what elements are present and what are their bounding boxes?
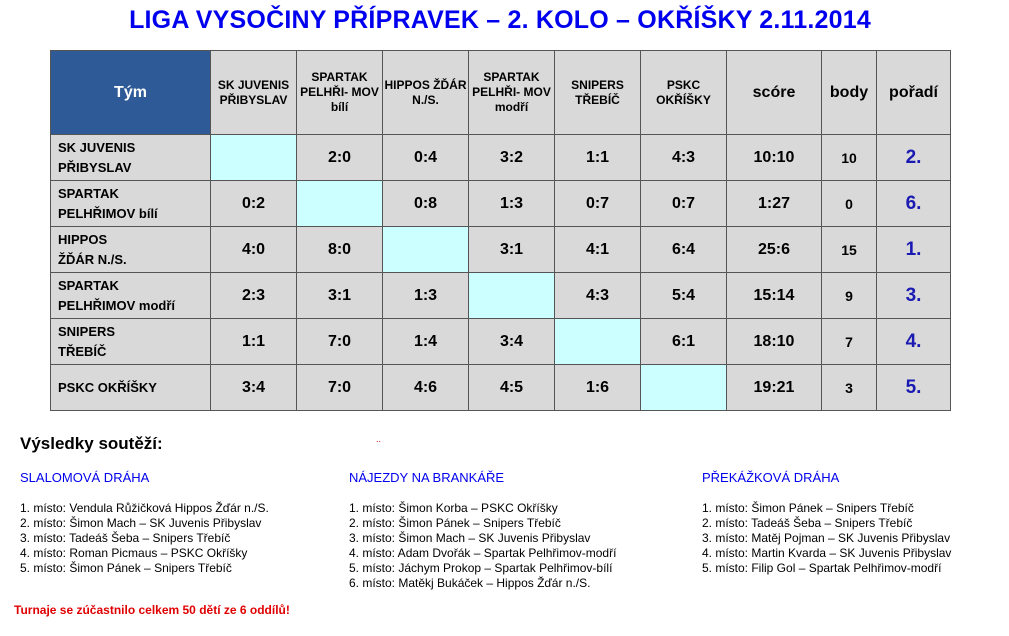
table-row [51, 319, 951, 365]
place-item: 3. místo: Šimon Mach – SK Juvenis Přibyslav [349, 531, 591, 545]
place-item: 4. místo: Adam Dvořák – Spartak Pelhřimov-modří [349, 546, 617, 560]
rank-cell: 4. [877, 319, 951, 365]
place-item: 5. místo: Filip Gol – Spartak Pelhřimov-modří [702, 561, 942, 575]
page-title: LIGA VYSOČINY PŘÍPRAVEK – 2. KOLO – OKŘÍŠKY 2.11.2014 [129, 6, 871, 34]
places-list [349, 501, 616, 591]
points-cell: 7 [822, 319, 877, 365]
match-result-cell: 7:0 [297, 365, 383, 411]
team-name-line1: SPARTAK [58, 277, 119, 293]
self-match-cell [297, 181, 383, 227]
rank-cell: 6. [877, 181, 951, 227]
match-result-cell: 4:0 [211, 227, 297, 273]
places-list [20, 501, 269, 576]
match-result-cell: 4:3 [555, 273, 641, 319]
match-result-cell: 8:0 [297, 227, 383, 273]
competition-obstacle [702, 470, 951, 576]
self-match-cell [555, 319, 641, 365]
match-result-cell: 4:1 [555, 227, 641, 273]
self-match-cell [211, 135, 297, 181]
match-result-cell: 1:6 [555, 365, 641, 411]
place-item: 2. místo: Šimon Pánek – Snipers Třebíč [349, 516, 561, 530]
place-item: 3. místo: Tadeáš Šeba – Snipers Třebíč [20, 531, 231, 545]
match-result-cell: 3:1 [297, 273, 383, 319]
team-name-cell [51, 227, 211, 273]
match-result-cell: 7:0 [297, 319, 383, 365]
header-row [51, 51, 951, 135]
decorative-mark: .. [376, 434, 382, 444]
match-result-cell: 0:7 [641, 181, 727, 227]
match-result-cell: 0:8 [383, 181, 469, 227]
team-name-line2: PŘIBYSLAV [58, 159, 132, 175]
header-col-3: HIPPOS ŽĎÁR N./S. [383, 51, 469, 135]
competition-slalom [20, 470, 269, 576]
points-cell: 3 [822, 365, 877, 411]
match-result-cell: 6:4 [641, 227, 727, 273]
match-result-cell: 3:1 [469, 227, 555, 273]
match-result-cell: 5:4 [641, 273, 727, 319]
match-result-cell: 1:1 [555, 135, 641, 181]
place-item: 3. místo: Matěj Pojman – SK Juvenis Přibyslav [702, 531, 951, 545]
competition-title: PŘEKÁŽKOVÁ DRÁHA [702, 470, 840, 485]
score-cell: 18:10 [727, 319, 822, 365]
place-item: 2. místo: Tadeáš Šeba – Snipers Třebíč [702, 516, 913, 530]
match-result-cell: 3:4 [211, 365, 297, 411]
match-result-cell: 1:3 [469, 181, 555, 227]
match-result-cell: 1:1 [211, 319, 297, 365]
competition-title: NÁJEZDY NA BRANKÁŘE [349, 470, 505, 485]
score-cell: 19:21 [727, 365, 822, 411]
match-result-cell: 2:3 [211, 273, 297, 319]
match-result-cell: 0:7 [555, 181, 641, 227]
team-name-line1: HIPPOS [58, 231, 108, 247]
place-item: 6. místo: Matěkj Bukáček – Hippos Žďár n./S. [349, 576, 591, 590]
match-result-cell: 4:6 [383, 365, 469, 411]
place-item: 1. místo: Šimon Korba – PSKC Okříšky [349, 501, 558, 515]
header-col-1: SK JUVENIS PŘIBYSLAV [211, 51, 297, 135]
places-list [702, 501, 951, 576]
table-row [51, 181, 951, 227]
place-item: 4. místo: Martin Kvarda – SK Juvenis Přibyslav [702, 546, 952, 560]
competition-shootout [349, 470, 616, 591]
team-name-cell [51, 365, 211, 411]
rank-cell: 5. [877, 365, 951, 411]
team-name-cell [51, 319, 211, 365]
competition-title: SLALOMOVÁ DRÁHA [20, 470, 150, 485]
rank-cell: 3. [877, 273, 951, 319]
points-cell: 15 [822, 227, 877, 273]
header-col-2: SPARTAK PELHŘI- MOV bílí [297, 51, 383, 135]
place-item: 4. místo: Roman Picmaus – PSKC Okříšky [20, 546, 248, 560]
team-name-cell [51, 273, 211, 319]
team-name-cell [51, 181, 211, 227]
place-item: 5. místo: Šimon Pánek – Snipers Třebíč [20, 561, 232, 575]
self-match-cell [383, 227, 469, 273]
team-name-line2: PELHŘIMOV bílí [58, 205, 158, 221]
match-result-cell: 4:3 [641, 135, 727, 181]
score-cell: 25:6 [727, 227, 822, 273]
place-item: 5. místo: Jáchym Prokop – Spartak Pelhřimov-bílí [349, 561, 613, 575]
match-result-cell: 2:0 [297, 135, 383, 181]
score-cell: 1:27 [727, 181, 822, 227]
self-match-cell [469, 273, 555, 319]
place-item: 1. místo: Šimon Pánek – Snipers Třebíč [702, 501, 914, 515]
points-cell: 9 [822, 273, 877, 319]
team-name-line2: PELHŘIMOV modří [58, 297, 176, 313]
match-result-cell: 1:4 [383, 319, 469, 365]
rank-cell: 1. [877, 227, 951, 273]
team-name-line1: SNIPERS [58, 323, 116, 339]
footer-note: Turnaje se zúčastnilo celkem 50 dětí ze 6 oddílů! [14, 603, 290, 617]
match-result-cell: 1:3 [383, 273, 469, 319]
header-points: body [822, 51, 877, 135]
match-result-cell: 4:5 [469, 365, 555, 411]
place-item: 2. místo: Šimon Mach – SK Juvenis Přibyslav [20, 516, 262, 530]
header-score: scóre [727, 51, 822, 135]
team-name-cell [51, 135, 211, 181]
place-item: 1. místo: Vendula Růžičková Hippos Žďár n./S. [20, 501, 269, 515]
team-name-line2: ŽĎÁR N./S. [58, 251, 127, 267]
match-result-cell: 3:2 [469, 135, 555, 181]
table-row [51, 135, 951, 181]
points-cell: 10 [822, 135, 877, 181]
header-col-5: SNIPERS TŘEBÍČ [555, 51, 641, 135]
standings-table [50, 50, 951, 411]
header-col-6: PSKC OKŘÍŠKY [641, 51, 727, 135]
match-result-cell: 0:4 [383, 135, 469, 181]
score-cell: 15:14 [727, 273, 822, 319]
results-heading: Výsledky soutěží: [20, 434, 163, 453]
team-name-line1: SK JUVENIS [58, 139, 136, 155]
match-result-cell: 3:4 [469, 319, 555, 365]
match-result-cell: 6:1 [641, 319, 727, 365]
team-name-line1: SPARTAK [58, 185, 119, 201]
team-name-line1: PSKC OKŘÍŠKY [58, 379, 157, 395]
header-rank: pořadí [877, 51, 951, 135]
table-row [51, 365, 951, 411]
team-name-line2: TŘEBÍČ [58, 343, 107, 359]
table-row [51, 227, 951, 273]
points-cell: 0 [822, 181, 877, 227]
header-team: Tým [51, 51, 211, 135]
score-cell: 10:10 [727, 135, 822, 181]
self-match-cell [641, 365, 727, 411]
rank-cell: 2. [877, 135, 951, 181]
table-row [51, 273, 951, 319]
match-result-cell: 0:2 [211, 181, 297, 227]
header-col-4: SPARTAK PELHŘI- MOV modří [469, 51, 555, 135]
